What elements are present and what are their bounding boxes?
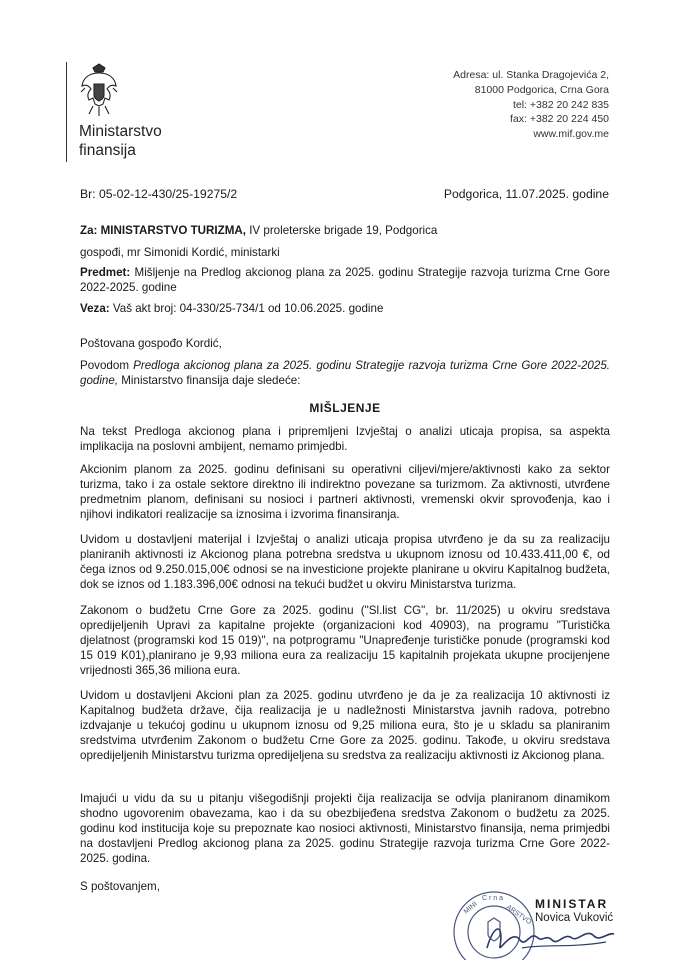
body-paragraph-5: Uvidom u dostavljeni Akcioni plan za 2025. godinu utvrđeno je da je za realizacija 10 aktivnosti iz Kapitalnog budžeta države, čija realizacija je u nadležnosti Ministarstva javnih radova, potrebno izdvajanje u tekućoj godinu u ukupnom iznosu od 9,25 miliona eura, što je u skladu sa planiranim sredstvima utvrđenim Zakonom o budžetu Crne Gore za 2025. godinu. Takođe, u okviru sredstava opredijeljenih Ministarstvu turizma opredijeljena su sredstva za realizaciju aktivnosti iz Akcionog plana. <box>80 689 610 763</box>
svg-text:ARSTVO: ARSTVO <box>504 903 533 927</box>
svg-text:C r n a: C r n a <box>482 895 504 902</box>
opinion-heading: MIŠLJENJE <box>309 401 381 415</box>
closing: S poštovanjem, <box>80 880 160 893</box>
intro-paragraph <box>80 358 610 388</box>
recipient-line <box>80 223 610 238</box>
intro-before: Povodom <box>80 359 134 372</box>
document-date: Podgorica, 11.07.2025. godine <box>443 187 609 201</box>
subject-label: Predmet: <box>80 266 131 279</box>
svg-text:MINI: MINI <box>462 900 479 916</box>
body-paragraph-2: Akcionim planom za 2025. godinu definisani su operativni ciljevi/mjere/aktivnosti kako za sektor turizma, tako i za ostale sektore direktno ili indirektno povezane sa turizmom. Za aktivnosti, utvrđene predmetnim planom, definisani su nosioci i partneri aktivnosti, vremenski okvir sprovođenja, kao i njihovi indikatori realizacije sa iznosima i izvorima finansiranja. <box>80 463 610 522</box>
recipient-address: IV proleterske brigade 19, Podgorica <box>245 224 438 237</box>
body-paragraph-1: Na tekst Predloga akcionog plana i pripremljeni Izvještaj o analizi uticaja propisa, sa aspekta implikacija na poslovni ambijent, nemamo primjedbi. <box>80 425 610 454</box>
address-fax: fax: +382 20 224 450 <box>510 113 609 126</box>
ministry-name-line1: Ministarstvo <box>79 123 162 140</box>
address-street: Adresa: ul. Stanka Dragojevića 2, <box>453 69 609 81</box>
address-phone: tel: +382 20 242 835 <box>512 98 609 111</box>
signatory-name: Novica Vuković <box>535 912 614 924</box>
recipient-name: MINISTARSTVO TURIZMA, <box>100 224 246 237</box>
signatory-block <box>535 897 613 924</box>
address-block <box>453 68 609 142</box>
intro-after: Ministarstvo finansija daje sledeće: <box>118 374 301 388</box>
document-number: Br: 05-02-12-430/25-19275/2 <box>80 187 238 201</box>
body-paragraph-4: Zakonom o budžetu Crne Gore za 2025. godinu ("Sl.list CG", br. 11/2025) u okviru sredstava opredijeljenih Upravi za kapitalne projekte (organizacioni kod 40903), na programu "Turistička djelatnost (programski kod 15 019)", na potprogramu "Unapređenje turističke ponude (programski kod 15 019 K01),planirano je 9,93 miliona eura za realizaciju 15 kapitalnih projekata ukupne procijenjene vrijednosti 365,36 miliona eura. <box>80 604 610 678</box>
address-website: www.mif.gov.me <box>533 128 609 141</box>
ministry-name-line2: finansija <box>79 142 136 159</box>
subject-line <box>80 265 610 295</box>
subject-text: Mišljenje na Predlog akcionog plana za 2025. godinu Strategije razvoja turizma Crne Gore 2022-2025. godine <box>80 266 610 295</box>
handwritten-signature <box>482 918 622 958</box>
signatory-title: MINISTAR <box>535 897 609 911</box>
body-paragraph-6: Imajući u vidu da su u pitanju višegodišnji projekti čija realizacija se odvija planiranom dinamikom shodno ugovorenim obavezama, kao i da su obezbijeđena sredstva Zakonom o budžetu za 2025. godinu kod institucija koje su prepoznate kao nosioci aktivnosti, Ministarstvo finansija, nema primjedbi na dostavljeni Predlog akcionog plana za 2025. godinu Strategije razvoja turizma Crne Gore 2022-2025. godina. <box>80 792 610 866</box>
salutation: Poštovana gospođo Kordić, <box>80 337 222 350</box>
recipient-label: Za: <box>80 224 98 237</box>
address-city: 81000 Podgorica, Crna Gora <box>474 83 609 96</box>
ministry-name <box>79 122 162 160</box>
recipient-attention: gospođi, mr Simonidi Kordić, ministarki <box>80 246 280 259</box>
reference-link-line <box>80 301 610 316</box>
link-text: Vaš akt broj: 04-330/25-734/1 od 10.06.2025. godine <box>109 302 384 315</box>
link-label: Veza: <box>80 302 110 315</box>
body-paragraph-3: Uvidom u dostavljeni materijal i Izvještaj o analizi uticaja propisa utvrđeno je da su za realizaciju planiranih aktivnosti iz Akcionog plana potrebna sredstva u ukupnom iznosu od 10.433.411,00 €, od čega iznos od 9.250.015,00€ odnosi se na investicione projekte planirane u okviru Kapitalnog budžeta, dok se iznos od 1.183.396,00€ odnosi na tekući budžet u okviru Ministarstva turizma. <box>80 533 610 592</box>
coat-of-arms-icon <box>79 62 119 120</box>
intro-italic: Predloga akcionog plana za 2025. godinu Strategije razvoja turizma Crne Gore 2022-2025. godine, <box>80 359 611 388</box>
letterhead-divider <box>66 62 67 162</box>
